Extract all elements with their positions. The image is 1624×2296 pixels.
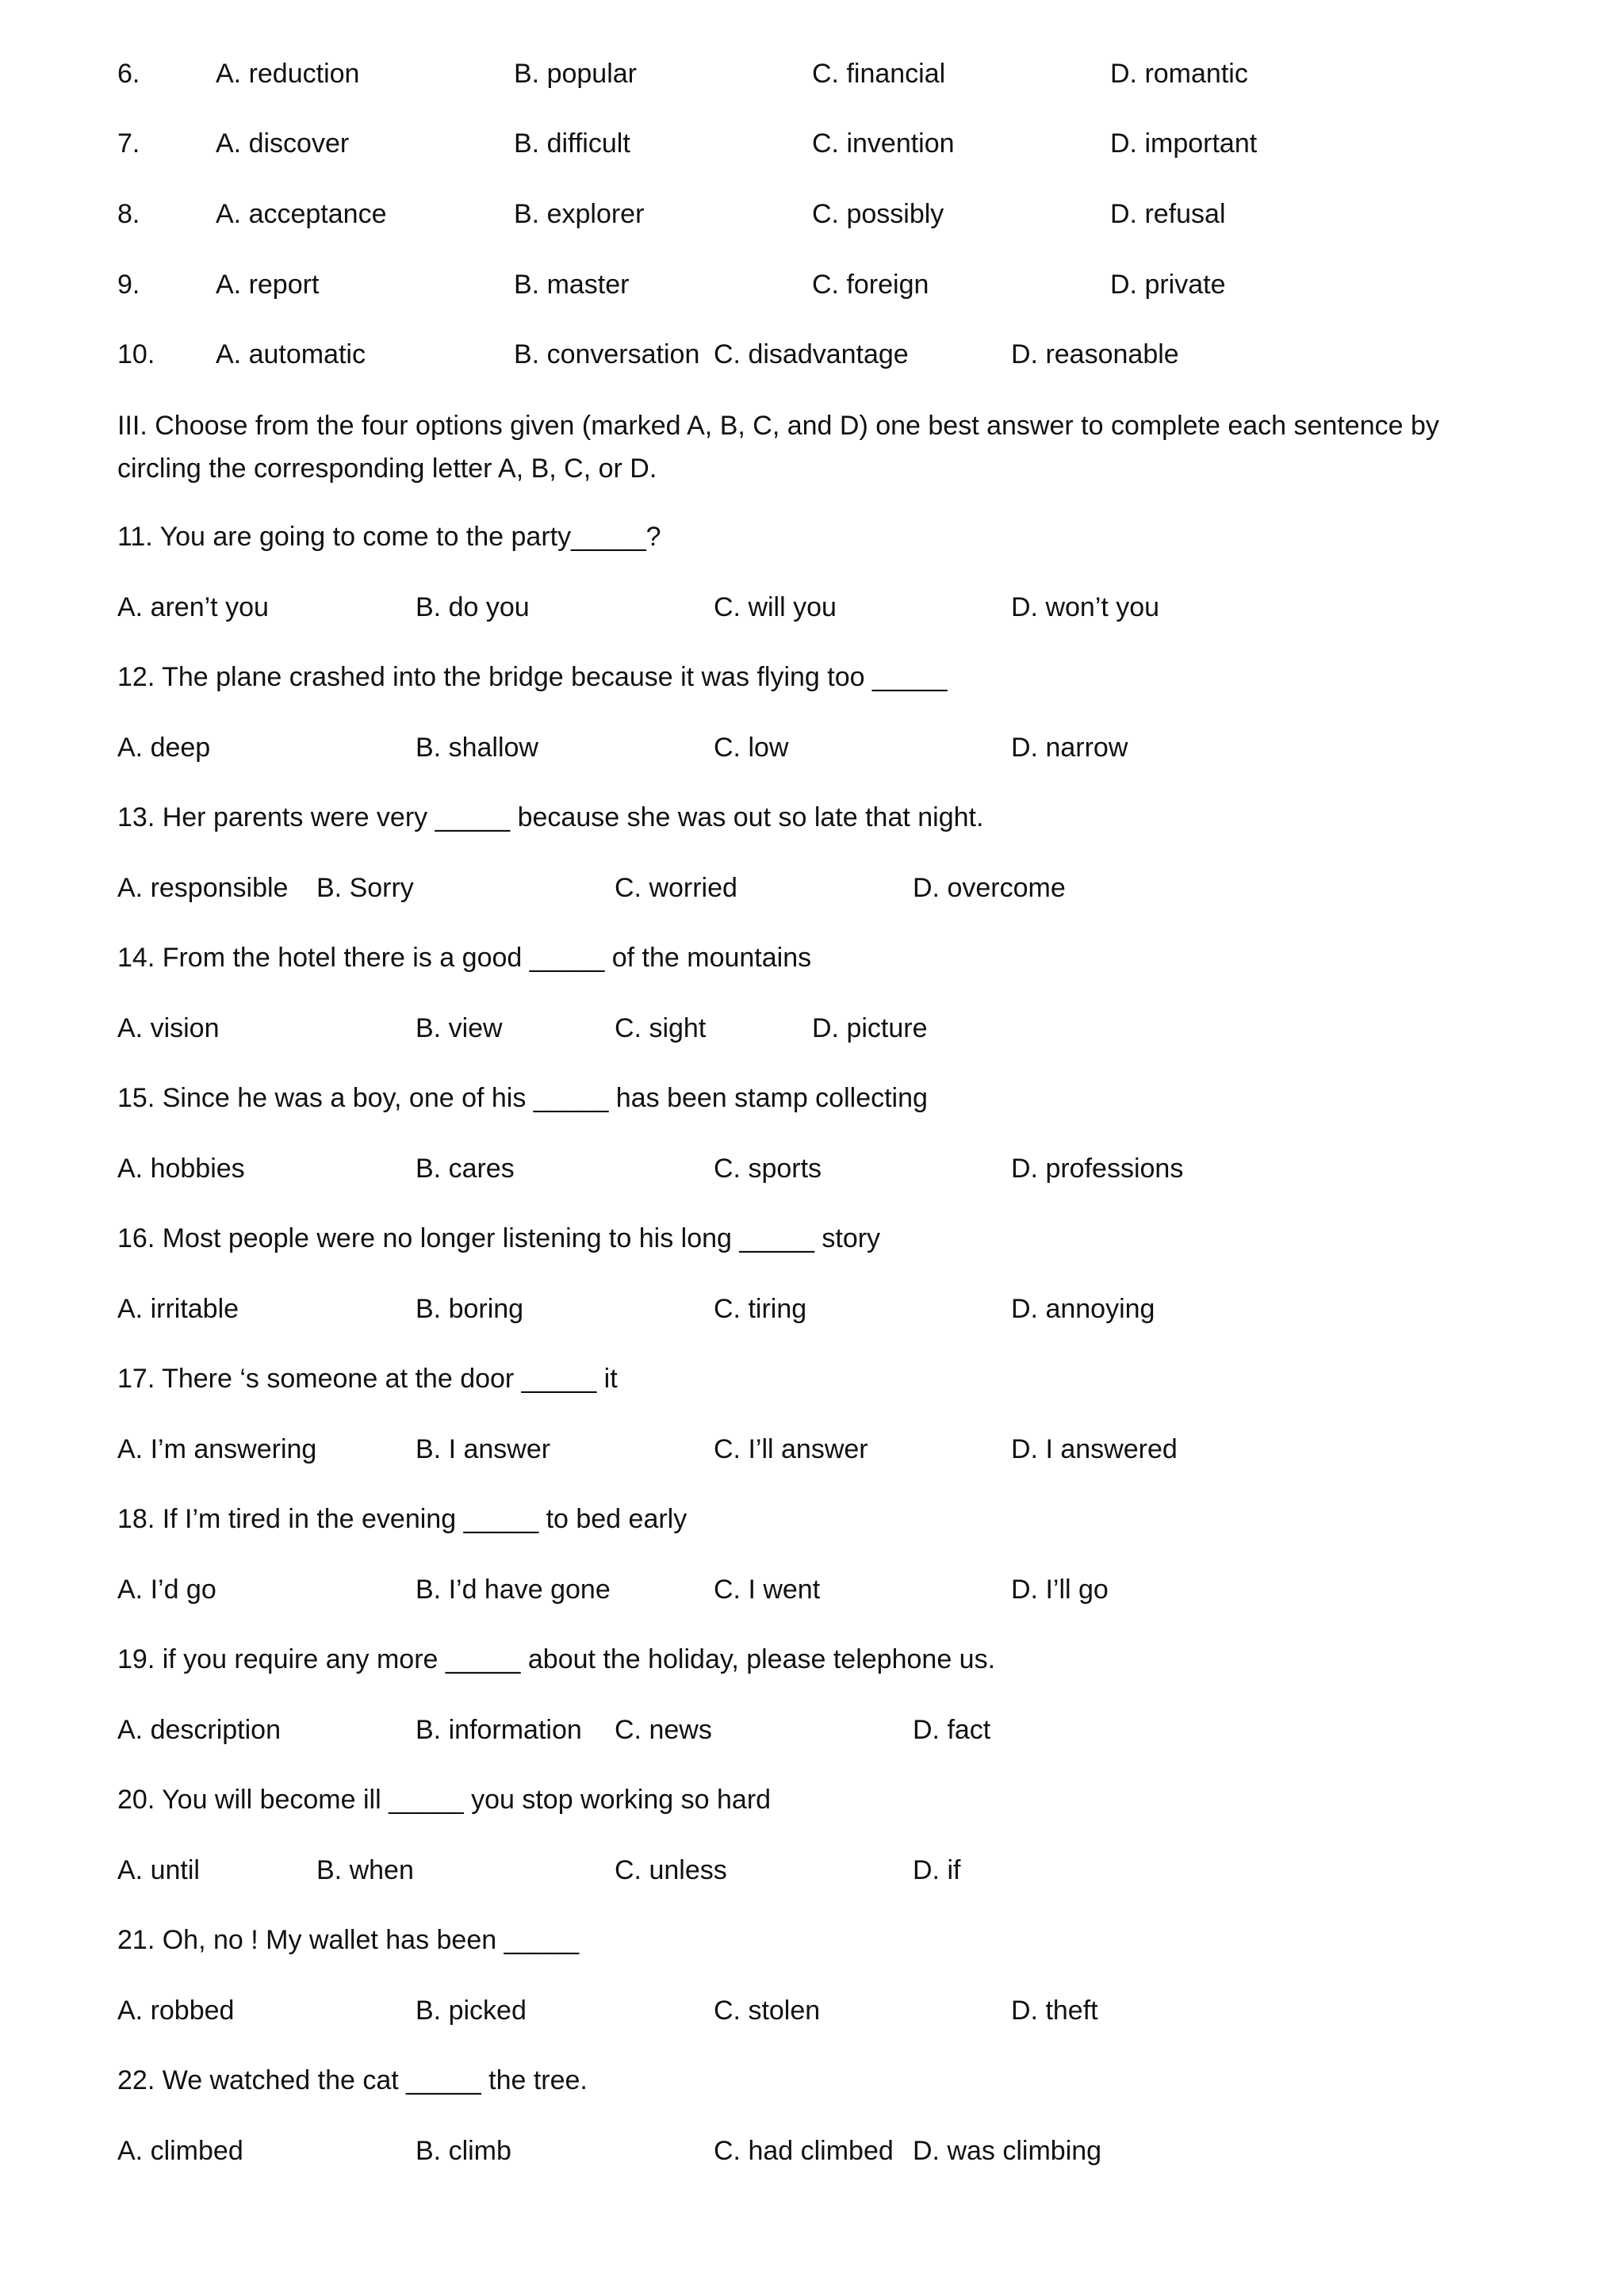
question-stem: 12. The plane crashed into the bridge because it was flying too _____ <box>117 662 948 692</box>
option-b: B. conversation <box>514 339 700 369</box>
answer-row <box>117 584 1545 631</box>
option-a: A. deep <box>117 733 211 763</box>
question-stem: 13. Her parents were very _____ because she was out so late that night. <box>117 802 984 832</box>
option-b: B. when <box>316 1855 414 1885</box>
item-row <box>117 190 1545 238</box>
question-stem: 11. You are going to come to the party_____? <box>117 522 661 552</box>
question-stem: 15. Since he was a boy, one of his _____ has been stamp collecting <box>117 1083 928 1113</box>
question-text <box>117 794 1545 841</box>
answer-row <box>117 724 1545 771</box>
option-d: D. reasonable <box>1011 339 1179 369</box>
option-a: A. reduction <box>216 59 360 89</box>
answer-row <box>117 1987 1545 2034</box>
answer-row <box>117 1145 1545 1192</box>
item-number: 9. <box>117 270 140 300</box>
answer-row <box>117 864 1545 912</box>
item-row <box>117 120 1545 167</box>
option-c: C. financial <box>812 59 946 89</box>
question-text <box>117 934 1545 982</box>
option-b: B. do you <box>416 592 530 622</box>
option-c: C. I went <box>714 1575 821 1605</box>
option-d: D. theft <box>1011 1996 1098 2026</box>
option-d: D. I’ll go <box>1011 1575 1109 1605</box>
option-b: B. difficult <box>514 128 630 159</box>
item-row <box>117 50 1545 98</box>
item-number: 10. <box>117 339 155 369</box>
question-stem: 22. We watched the cat _____ the tree. <box>117 2065 588 2095</box>
option-a: A. automatic <box>216 339 366 369</box>
option-c: C. sight <box>615 1013 707 1043</box>
option-a: A. acceptance <box>216 199 387 229</box>
option-a: A. hobbies <box>117 1154 245 1184</box>
question-text <box>117 1776 1545 1823</box>
option-b: B. view <box>416 1013 503 1043</box>
option-a: A. responsible <box>117 873 289 903</box>
option-c: C. worried <box>615 873 737 903</box>
option-a: A. vision <box>117 1013 220 1043</box>
question-text <box>117 2057 1545 2104</box>
question-text <box>117 1916 1545 1964</box>
option-a: A. I’d go <box>117 1575 216 1605</box>
option-d: D. was climbing <box>913 2136 1102 2166</box>
option-d: D. won’t you <box>1011 592 1160 622</box>
option-c: C. tiring <box>714 1294 807 1324</box>
option-a: A. report <box>216 270 320 300</box>
question-text <box>117 1636 1545 1683</box>
question-stem: 19. if you require any more _____ about the holiday, please telephone us. <box>117 1644 996 1674</box>
question-stem: 21. Oh, no ! My wallet has been _____ <box>117 1925 580 1955</box>
option-a: A. irritable <box>117 1294 239 1324</box>
option-d: D. refusal <box>1110 199 1226 229</box>
question-text <box>117 1355 1545 1402</box>
option-c: C. sports <box>714 1154 822 1184</box>
option-d: D. if <box>913 1855 961 1885</box>
option-a: A. until <box>117 1855 200 1885</box>
item-row <box>117 331 1545 378</box>
option-c: C. invention <box>812 128 955 159</box>
option-b: B. explorer <box>514 199 645 229</box>
option-c: C. unless <box>615 1855 727 1885</box>
option-a: A. description <box>117 1715 281 1745</box>
item-number: 6. <box>117 59 140 89</box>
question-text <box>117 1495 1545 1543</box>
answer-row <box>117 2127 1545 2175</box>
option-c: C. news <box>615 1715 712 1745</box>
option-d: D. overcome <box>913 873 1066 903</box>
option-b: B. boring <box>416 1294 524 1324</box>
option-c: C. disadvantage <box>714 339 909 369</box>
option-c: C. I’ll answer <box>714 1434 868 1464</box>
question-text <box>117 1215 1545 1262</box>
option-d: D. fact <box>913 1715 991 1745</box>
question-text <box>117 513 1545 561</box>
option-b: B. I answer <box>416 1434 551 1464</box>
option-b: B. master <box>514 270 630 300</box>
question-stem: 14. From the hotel there is a good _____ of the mountains <box>117 943 812 973</box>
section-instruction: III. Choose from the four options given (marked A, B, C, and D) one best answer to complete each sentence by circling the corresponding letter A, B, C, or D. <box>117 411 1439 484</box>
option-d: D. important <box>1110 128 1258 159</box>
option-d: D. romantic <box>1110 59 1248 89</box>
option-b: B. cares <box>416 1154 515 1184</box>
option-d: D. narrow <box>1011 733 1128 763</box>
question-text <box>117 1074 1545 1122</box>
option-c: C. had climbed <box>714 2136 894 2166</box>
question-stem: 17. There ‘s someone at the door _____ it <box>117 1364 618 1394</box>
item-row <box>117 261 1545 308</box>
answer-row <box>117 1566 1545 1613</box>
option-b: B. information <box>416 1715 582 1745</box>
question-stem: 18. If I’m tired in the evening _____ to bed early <box>117 1504 688 1534</box>
option-d: D. professions <box>1011 1154 1184 1184</box>
option-b: B. picked <box>416 1996 527 2026</box>
option-a: A. discover <box>216 128 350 159</box>
question-stem: 16. Most people were no longer listening to his long _____ story <box>117 1223 881 1253</box>
question-text <box>117 653 1545 701</box>
option-c: C. stolen <box>714 1996 821 2026</box>
answer-row <box>117 1285 1545 1333</box>
option-c: C. will you <box>714 592 837 622</box>
question-stem: 20. You will become ill _____ you stop working so hard <box>117 1785 772 1815</box>
option-d: D. private <box>1110 270 1226 300</box>
option-a: A. aren’t you <box>117 592 269 622</box>
option-c: C. possibly <box>812 199 944 229</box>
option-b: B. I’d have gone <box>416 1575 611 1605</box>
option-b: B. Sorry <box>316 873 414 903</box>
answer-row <box>117 1846 1545 1894</box>
option-c: C. foreign <box>812 270 929 300</box>
answer-row <box>117 1425 1545 1473</box>
answer-row <box>117 1706 1545 1754</box>
item-number: 8. <box>117 199 140 229</box>
option-b: B. shallow <box>416 733 538 763</box>
option-a: A. I’m answering <box>117 1434 317 1464</box>
option-b: B. popular <box>514 59 637 89</box>
option-b: B. climb <box>416 2136 511 2166</box>
option-d: D. I answered <box>1011 1434 1178 1464</box>
answer-row <box>117 1004 1545 1052</box>
option-a: A. climbed <box>117 2136 243 2166</box>
option-d: D. annoying <box>1011 1294 1155 1324</box>
item-number: 7. <box>117 128 140 159</box>
option-d: D. picture <box>812 1013 928 1043</box>
option-c: C. low <box>714 733 789 763</box>
option-a: A. robbed <box>117 1996 235 2026</box>
